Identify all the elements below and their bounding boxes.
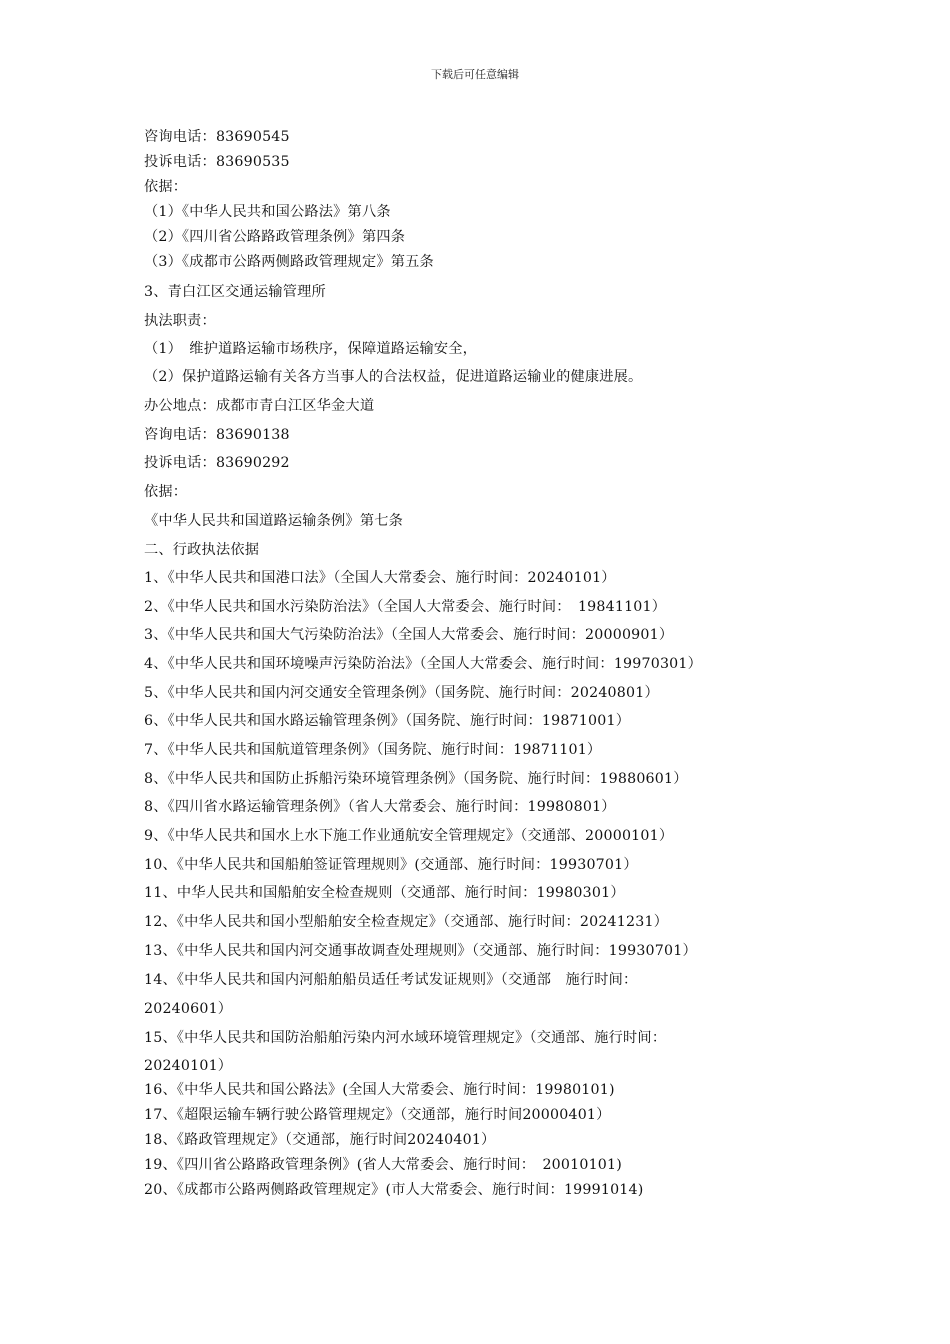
law-list-item: 8、《四川省水路运输管理条例》（省人大常委会、施行时间：19980801）	[144, 799, 616, 815]
law-list-item: 3、《中华人民共和国大气污染防治法》（全国人大常委会、施行时间：20000901）	[144, 627, 674, 643]
law-list-item: 9、《中华人民共和国水上水下施工作业通航安全管理规定》（交通部、20000101）	[144, 828, 674, 844]
law-list-item: 8、《中华人民共和国防止拆船污染环境管理条例》（国务院、施行时间：19880601）	[144, 771, 688, 787]
section-heading: 二、行政执法依据	[144, 542, 260, 558]
law-list-item: 6、《中华人民共和国水路运输管理条例》（国务院、施行时间：19871001）	[144, 713, 631, 729]
complaint-phone: 投诉电话：83690535	[144, 154, 290, 170]
basis-item: 《中华人民共和国道路运输条例》第七条	[144, 513, 403, 529]
duty-item: （2）保护道路运输有关各方当事人的合法权益，促进道路运输业的健康进展。	[144, 369, 643, 385]
law-list-item: 17、《超限运输车辆行驶公路管理规定》（交通部，施行时间20000401）	[144, 1107, 611, 1123]
law-list-item: 4、《中华人民共和国环境噪声污染防治法》（全国人大常委会、施行时间：19970301）	[144, 656, 703, 672]
law-list-item-continued: 20240601）	[144, 1001, 233, 1017]
law-list-item: 7、《中华人民共和国航道管理条例》（国务院、施行时间：19871101）	[144, 742, 602, 758]
section-heading: 3、青白江区交通运输管理所	[144, 284, 326, 300]
law-list-item-continued: 20240101）	[144, 1058, 233, 1074]
law-list-item: 11、中华人民共和国船舶安全检查规则（交通部、施行时间：19980301）	[144, 885, 625, 901]
law-list-item: 1、《中华人民共和国港口法》（全国人大常委会、施行时间：20240101）	[144, 570, 616, 586]
duty-item: （1） 维护道路运输市场秩序，保障道路运输安全，	[144, 341, 478, 357]
law-list-item: 15、《中华人民共和国防治船舶污染内河水域环境管理规定》（交通部、施行时间：	[144, 1030, 667, 1046]
basis-item: （1）《中华人民共和国公路法》第八条	[144, 204, 391, 220]
law-list-item: 2、《中华人民共和国水污染防治法》（全国人大常委会、施行时间： 19841101）	[144, 599, 667, 615]
page-header: 下载后可任意编辑	[431, 68, 519, 81]
law-list-item: 13、《中华人民共和国内河交通事故调查处理规则》（交通部、施行时间：19930701）	[144, 943, 697, 959]
law-list-item: 16、《中华人民共和国公路法》(全国人大常委会、施行时间：19980101)	[144, 1082, 615, 1098]
basis-item: （2）《四川省公路路政管理条例》第四条	[144, 229, 406, 245]
consult-phone: 咨询电话：83690545	[144, 129, 290, 145]
law-list-item: 19、《四川省公路路政管理条例》(省人大常委会、施行时间： 20010101)	[144, 1157, 622, 1173]
basis-item: （3）《成都市公路两侧路政管理规定》第五条	[144, 254, 434, 270]
basis-label: 依据：	[144, 179, 188, 195]
law-list-item: 18、《路政管理规定》（交通部，施行时间20240401）	[144, 1132, 496, 1148]
office-address: 办公地点：成都市青白江区华金大道	[144, 398, 375, 414]
law-list-item: 12、《中华人民共和国小型船舶安全检查规定》（交通部、施行时间：20241231）	[144, 914, 669, 930]
law-list-item: 5、《中华人民共和国内河交通安全管理条例》（国务院、施行时间：20240801）	[144, 685, 659, 701]
law-list-item: 14、《中华人民共和国内河船舶船员适任考试发证规则》（交通部 施行时间：	[144, 972, 638, 988]
complaint-phone: 投诉电话：83690292	[144, 455, 290, 471]
duties-label: 执法职责：	[144, 313, 216, 329]
law-list-item: 10、《中华人民共和国船舶签证管理规则》(交通部、施行时间：19930701）	[144, 857, 638, 873]
law-list-item: 20、《成都市公路两侧路政管理规定》(市人大常委会、施行时间：19991014)	[144, 1182, 644, 1198]
basis-label: 依据：	[144, 484, 188, 500]
consult-phone: 咨询电话：83690138	[144, 427, 290, 443]
